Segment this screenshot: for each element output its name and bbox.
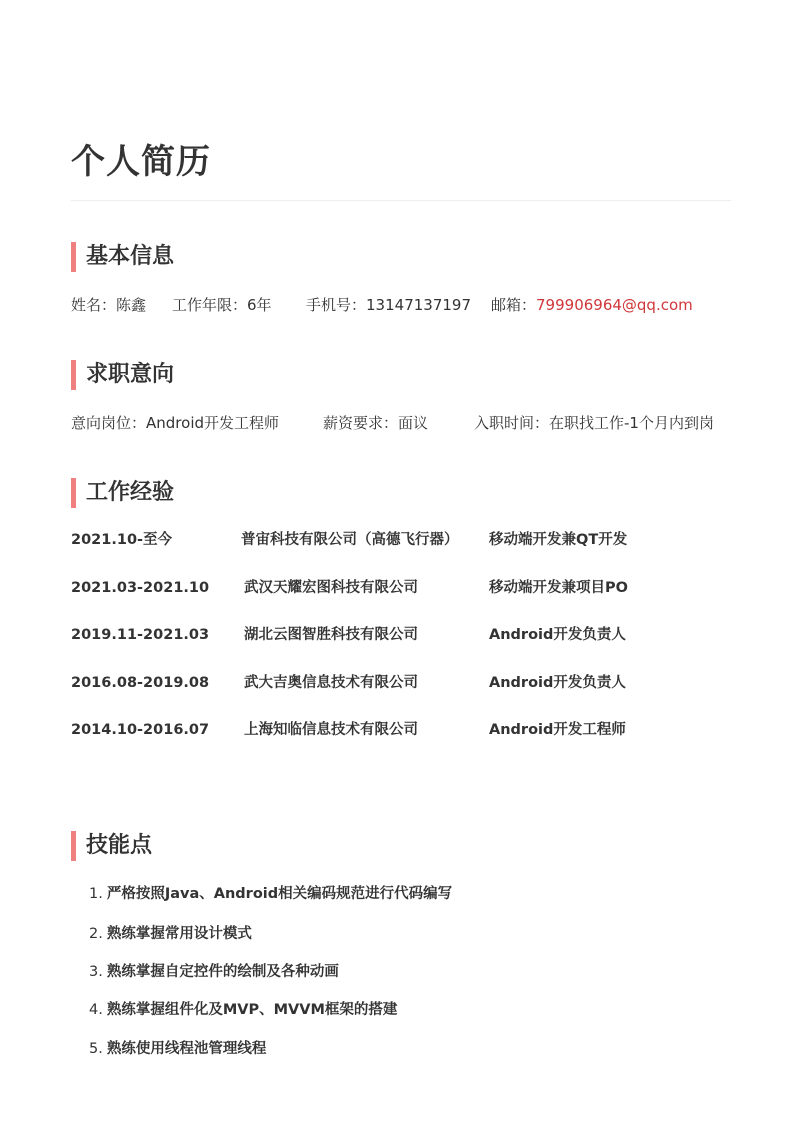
intent-info-row — [71, 411, 731, 435]
salary-field — [323, 411, 428, 435]
experience-company: 武汉天耀宏图科技有限公司 — [244, 580, 418, 596]
position-field — [71, 411, 279, 435]
experience-company: 武大吉奥信息技术有限公司 — [244, 675, 418, 691]
phone-label: 手机号： — [306, 296, 367, 314]
section-basic-header — [71, 242, 174, 272]
experience-period: 2016.08-2019.08 — [71, 675, 210, 691]
skill-text: 熟练使用线程池管理线程 — [106, 1041, 267, 1057]
skill-number: 4. — [89, 1002, 103, 1018]
experience-row — [71, 718, 731, 742]
salary-value: 面议 — [398, 414, 429, 432]
title-divider — [71, 200, 731, 201]
years-value: 6年 — [247, 296, 272, 314]
experience-row — [71, 576, 731, 600]
name-value: 陈鑫 — [116, 296, 147, 314]
position-value: Android开发工程师 — [146, 414, 280, 432]
skill-number: 1. — [89, 886, 103, 902]
section-accent-bar — [71, 831, 76, 861]
email-link[interactable]: 799906964@qq.com — [536, 296, 693, 314]
experience-period: 2021.10-至今 — [71, 532, 173, 548]
section-skills-title: 技能点 — [86, 833, 153, 858]
salary-label: 薪资要求： — [323, 414, 399, 432]
email-label: 邮箱： — [491, 296, 537, 314]
experience-period: 2021.03-2021.10 — [71, 580, 210, 596]
name-field — [71, 293, 146, 317]
experience-row — [71, 623, 731, 647]
page-title: 个人简历 — [71, 142, 211, 182]
section-accent-bar — [71, 242, 76, 272]
skill-text: 熟练掌握组件化及MVP、MVVM框架的搭建 — [106, 1002, 398, 1018]
skill-number: 2. — [89, 926, 103, 942]
section-experience-header — [71, 478, 174, 508]
skill-item — [89, 998, 397, 1022]
section-basic-title: 基本信息 — [86, 244, 175, 269]
start-label: 入职时间： — [474, 414, 550, 432]
section-intent-header — [71, 360, 174, 390]
section-skills-header — [71, 831, 152, 861]
experience-period: 2019.11-2021.03 — [71, 627, 210, 643]
skill-item — [89, 960, 339, 984]
start-field — [474, 411, 714, 435]
email-field — [491, 293, 693, 317]
skill-text: 熟练掌握常用设计模式 — [106, 926, 252, 942]
experience-row — [71, 528, 731, 552]
position-label: 意向岗位： — [71, 414, 147, 432]
section-accent-bar — [71, 478, 76, 508]
experience-company: 普宙科技有限公司（高德飞行器） — [241, 532, 459, 548]
phone-field — [306, 293, 471, 317]
skill-text: 熟练掌握自定控件的绘制及各种动画 — [106, 964, 339, 980]
skill-number: 5. — [89, 1041, 103, 1057]
experience-company: 上海知临信息技术有限公司 — [244, 722, 418, 738]
skill-item — [89, 882, 452, 906]
name-label: 姓名： — [71, 296, 117, 314]
years-field — [172, 293, 272, 317]
skill-item — [89, 922, 252, 946]
section-intent-title: 求职意向 — [86, 362, 175, 387]
experience-period: 2014.10-2016.07 — [71, 722, 210, 738]
years-label: 工作年限： — [172, 296, 248, 314]
skill-number: 3. — [89, 964, 103, 980]
phone-value: 13147137197 — [366, 296, 471, 314]
experience-company: 湖北云图智胜科技有限公司 — [244, 627, 418, 643]
section-accent-bar — [71, 360, 76, 390]
experience-role: Android开发负责人 — [489, 627, 626, 643]
start-value: 在职找工作-1个月内到岗 — [549, 414, 714, 432]
experience-role: 移动端开发兼QT开发 — [489, 532, 628, 548]
skill-item — [89, 1037, 266, 1061]
basic-info-row — [71, 293, 731, 317]
section-experience-title: 工作经验 — [86, 480, 175, 505]
experience-role: Android开发负责人 — [489, 675, 626, 691]
experience-role: Android开发工程师 — [489, 722, 626, 738]
experience-row — [71, 671, 731, 695]
experience-role: 移动端开发兼项目PO — [489, 580, 628, 596]
skill-text: 严格按照Java、Android相关编码规范进行代码编写 — [106, 886, 453, 902]
